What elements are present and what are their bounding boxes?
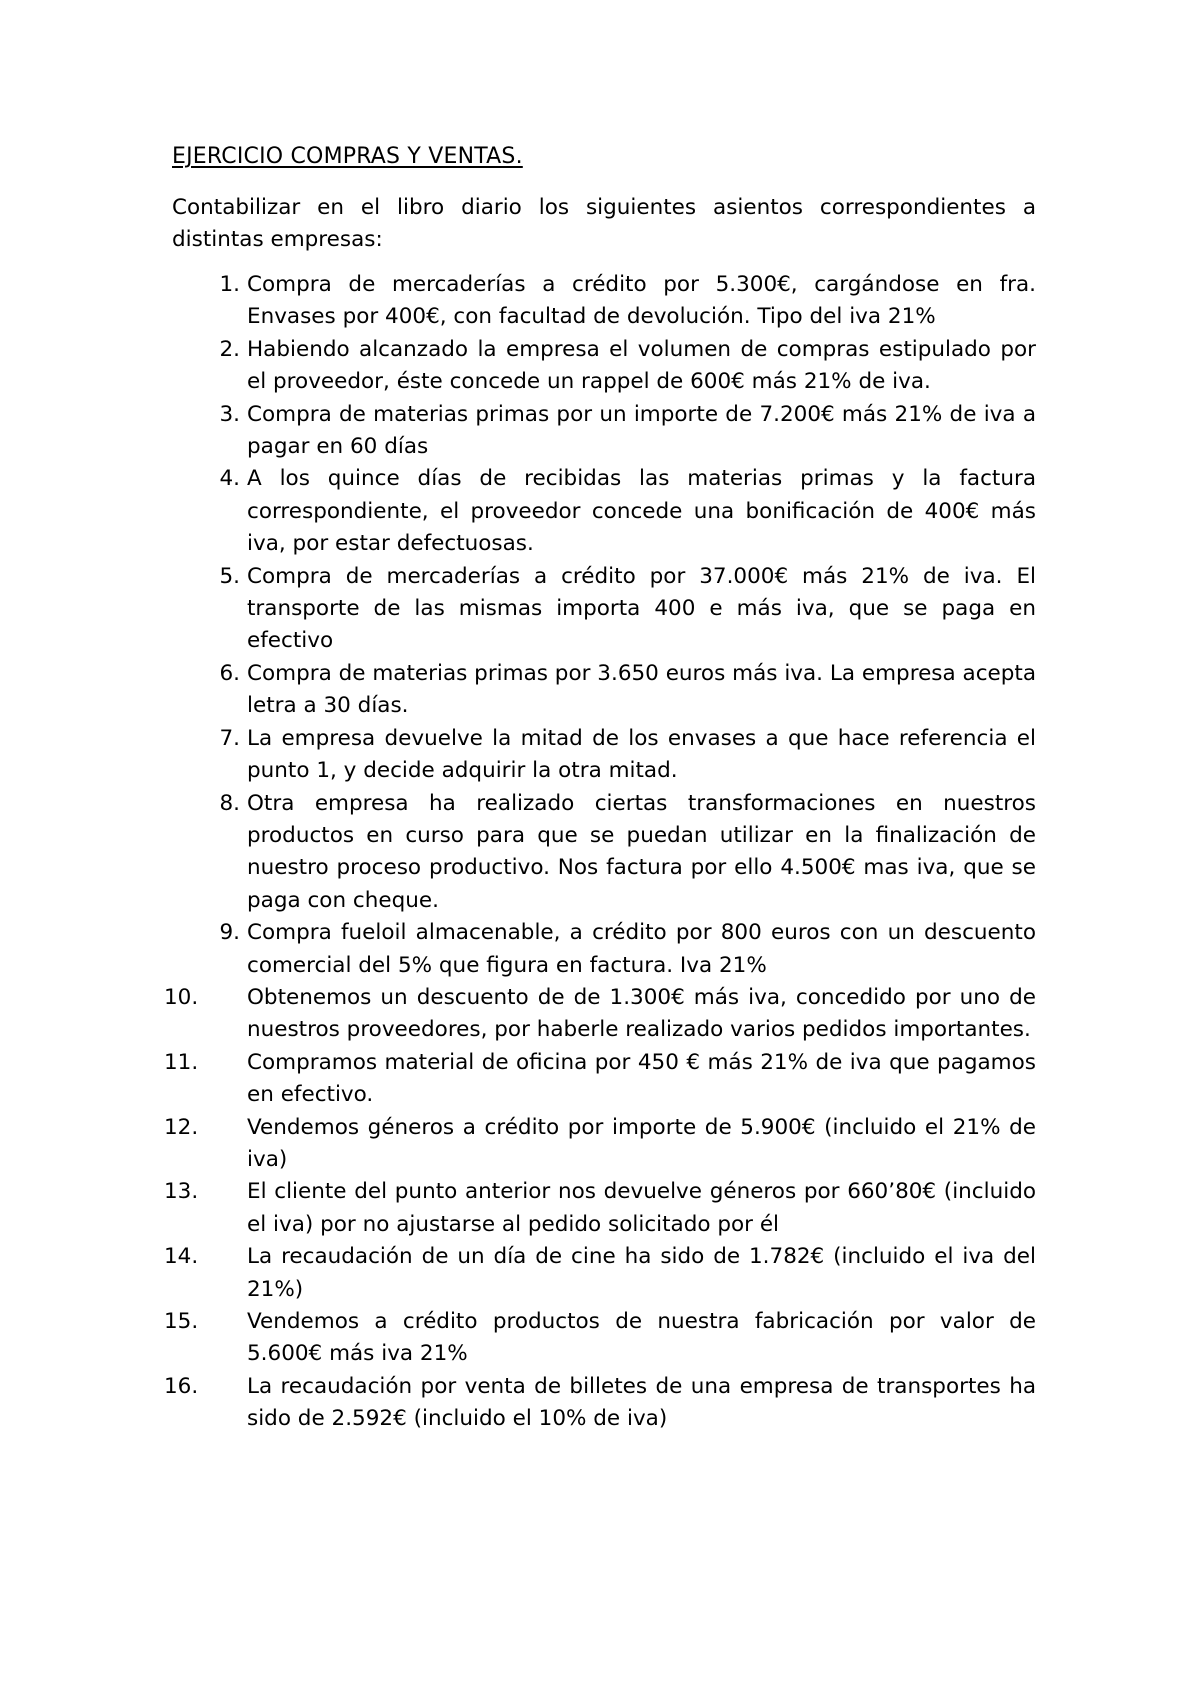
list-item xyxy=(172,463,1036,560)
list-item xyxy=(172,269,1036,334)
list-item xyxy=(172,788,1036,918)
item-text: Compra de mercaderías a crédito por 37.000€ más 21% de iva. El transporte de las mismas importa 400 e más iva, que se paga en efectivo xyxy=(247,563,1036,654)
item-number: 11. xyxy=(164,1049,199,1075)
item-text: Vendemos a crédito productos de nuestra fabricación por valor de 5.600€ más iva 21% xyxy=(247,1309,1036,1367)
list-item xyxy=(172,399,1036,464)
item-number: 4. xyxy=(219,466,240,492)
list-item xyxy=(164,1176,1036,1241)
item-text: Compra de materias primas por 3.650 euros más iva. La empresa acepta letra a 30 días. xyxy=(247,660,1036,719)
item-text: Obtenemos un descuento de de 1.300€ más iva, concedido por uno de nuestros proveedores, por haberle realizado varios pedidos importantes. xyxy=(247,984,1036,1043)
item-number: 6. xyxy=(219,660,240,686)
item-number: 15. xyxy=(164,1309,199,1334)
list-item xyxy=(164,1371,1036,1436)
item-text: Compramos material de oficina por 450 € más 21% de iva que pagamos en efectivo. xyxy=(247,1049,1036,1108)
document-intro: Contabilizar en el libro diario los siguientes asientos correspondientes a distintas empresas: xyxy=(172,195,1036,252)
item-number: 1. xyxy=(219,272,240,297)
item-text: A los quince días de recibidas las materias primas y la factura correspondiente, el proveedor concede una bonificación de 400€ más iva, por estar defectuosas. xyxy=(247,466,1036,557)
item-text: Compra de mercaderías a crédito por 5.300€, cargándose en fra. Envases por 400€, con facultad de devolución. Tipo del iva 21% xyxy=(247,272,1036,330)
list-item xyxy=(172,561,1036,658)
item-text: La recaudación por venta de billetes de una empresa de transportes ha sido de 2.592€ (incluido el 10% de iva) xyxy=(247,1373,1036,1432)
item-text: Habiendo alcanzado la empresa el volumen de compras estipulado por el proveedor, éste concede un rappel de 600€ más 21% de iva. xyxy=(247,336,1036,395)
item-text: La recaudación de un día de cine ha sido de 1.782€ (incluido el iva del 21%) xyxy=(247,1244,1036,1302)
list-item xyxy=(172,334,1036,399)
list-item xyxy=(164,1241,1036,1306)
item-text: Compra fueloil almacenable, a crédito por 800 euros con un descuento comercial del 5% que figura en factura. Iva 21% xyxy=(247,920,1036,978)
document-page xyxy=(164,142,1036,1436)
list-item xyxy=(164,1047,1036,1112)
item-text: Otra empresa ha realizado ciertas transformaciones en nuestros productos en curso para que se puedan utilizar en la finalización de nuestro proceso productivo. Nos factura por ello 4.500€ mas iva, que se paga con cheque. xyxy=(247,790,1036,913)
item-number: 10. xyxy=(164,984,199,1010)
list-item xyxy=(172,658,1036,723)
item-number: 7. xyxy=(219,725,240,751)
item-text: Compra de materias primas por un importe de 7.200€ más 21% de iva a pagar en 60 días xyxy=(247,401,1036,460)
item-text: Vendemos géneros a crédito por importe de 5.900€ (incluido el 21% de iva) xyxy=(247,1114,1036,1172)
item-number: 3. xyxy=(219,401,240,427)
item-number: 5. xyxy=(219,563,240,589)
list-item xyxy=(172,917,1036,982)
item-number: 13. xyxy=(164,1179,199,1205)
item-number: 9. xyxy=(219,920,240,946)
list-item xyxy=(164,982,1036,1047)
item-number: 12. xyxy=(164,1114,199,1140)
list-item xyxy=(172,723,1036,788)
list-item xyxy=(164,1306,1036,1371)
document-title: EJERCICIO COMPRAS Y VENTAS. xyxy=(172,144,523,169)
list-item xyxy=(164,1112,1036,1177)
exercise-list xyxy=(164,269,1036,1436)
item-number: 14. xyxy=(164,1244,199,1270)
item-text: El cliente del punto anterior nos devuelve géneros por 660’80€ (incluido el iva) por no ajustarse al pedido solicitado por él xyxy=(247,1179,1036,1237)
item-number: 2. xyxy=(219,336,240,362)
item-text: La empresa devuelve la mitad de los envases a que hace referencia el punto 1, y decide adquirir la otra mitad. xyxy=(247,725,1036,784)
item-number: 16. xyxy=(164,1373,199,1399)
item-number: 8. xyxy=(219,790,240,816)
